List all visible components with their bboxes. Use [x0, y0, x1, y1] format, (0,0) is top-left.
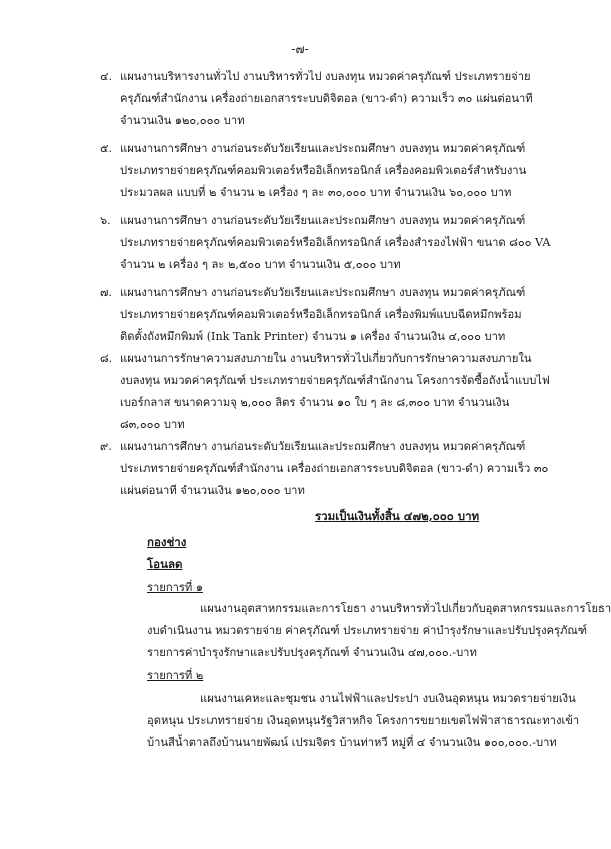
item-number: ๘.: [100, 352, 113, 365]
item-line: ประเภทรายจ่ายครุภัณฑ์คอมพิวเตอร์หรืออิเล็กทรอนิกส์ เครื่องพิมพ์แบบฉีดหมึกพร้อม: [120, 308, 522, 321]
entry-line: รายการค่าบำรุงรักษาและปรับปรุงครุภัณฑ์ จำนวนเงิน ๔๗,๐๐๐.-บาท: [147, 646, 477, 659]
item-line: แผนงานการศึกษา งานก่อนระดับวัยเรียนและประถมศึกษา งบลงทุน หมวดค่าครุภัณฑ์: [120, 440, 526, 453]
budget-item: [100, 138, 552, 204]
item-line: ประเภทรายจ่ายครุภัณฑ์สำนักงาน เครื่องถ่ายเอกสารระบบดิจิตอล (ขาว-ดำ) ความเร็ว ๓๐: [120, 462, 549, 475]
item-line: จำนวนเงิน ๑๒๐,๐๐๐ บาท: [120, 114, 245, 127]
entry-text: [147, 688, 580, 754]
item-number: ๔.: [100, 70, 113, 83]
item-number: ๖.: [100, 214, 111, 227]
item-line: ครุภัณฑ์สำนักงาน เครื่องถ่ายเอกสารระบบดิจิตอล (ขาว-ดำ) ความเร็ว ๓๐ แผ่นต่อนาที: [120, 92, 533, 105]
item-line: ประเภทรายจ่ายครุภัณฑ์คอมพิวเตอร์หรืออิเล็กทรอนิกส์ เครื่องคอมพิวเตอร์สำหรับงาน: [120, 164, 527, 177]
entry-line: งบดำเนินงาน หมวดรายจ่าย ค่าครุภัณฑ์ ประเภทรายจ่าย ค่าบำรุงรักษาและปรับปรุงครุภัณฑ์: [147, 624, 588, 637]
item-line: ติดตั้งถังหมึกพิมพ์ (Ink Tank Printer) จำนวน ๑ เครื่อง จำนวนเงิน ๔,๐๐๐ บาท: [120, 330, 506, 343]
item-line: แผนงานการศึกษา งานก่อนระดับวัยเรียนและประถมศึกษา งบลงทุน หมวดค่าครุภัณฑ์: [120, 214, 526, 227]
entry-text: [147, 598, 611, 664]
entry-label: รายการที่ ๒: [147, 669, 204, 682]
item-line: งบลงทุน หมวดค่าครุภัณฑ์ ประเภทรายจ่ายครุภัณฑ์สำนักงาน โครงการจัดซื้อถังน้ำแบบไฟ: [120, 374, 550, 387]
item-line: ๘๓,๐๐๐ บาท: [120, 418, 185, 431]
item-number: ๕.: [100, 142, 113, 155]
item-line: ประมวลผล แบบที่ ๒ จำนวน ๒ เครื่อง ๆ ละ ๓๐,๐๐๐ บาท จำนวนเงิน ๖๐,๐๐๐ บาท: [120, 186, 512, 199]
subsection-heading: โอนลด: [147, 557, 183, 571]
entry-line: อุดหนุน ประเภทรายจ่าย เงินอุดหนุนรัฐวิสาหกิจ โครงการขยายเขตไฟฟ้าสาธารณะทางเข้า: [147, 714, 580, 727]
item-line: ประเภทรายจ่ายครุภัณฑ์คอมพิวเตอร์หรืออิเล็กทรอนิกส์ เครื่องสำรองไฟฟ้า ขนาด ๘๐๐ VA: [120, 236, 551, 249]
entry-line: แผนงานเคหะและชุมชน งานไฟฟ้าและประปา งบเงินอุดหนุน หมวดรายจ่ายเงิน: [200, 692, 576, 705]
item-number: ๙.: [100, 440, 112, 453]
entry-label: รายการที่ ๑: [147, 581, 203, 594]
item-number: ๗.: [100, 286, 112, 299]
budget-item: [100, 66, 552, 132]
item-line: แผนงานการศึกษา งานก่อนระดับวัยเรียนและประถมศึกษา งบลงทุน หมวดค่าครุภัณฑ์: [120, 142, 526, 155]
item-line: เบอร์กลาส ขนาดความจุ ๒,๐๐๐ ลิตร จำนวน ๑๐ ใบ ๆ ละ ๘,๓๐๐ บาท จำนวนเงิน: [120, 396, 510, 409]
budget-item: [100, 282, 552, 348]
page-number: -๗-: [291, 42, 309, 56]
entry-line: บ้านสีน้ำตาลถึงบ้านนายพัฒน์ เปรมจิตร บ้านท่าหวี หมู่ที่ ๔ จำนวนเงิน ๑๐๐,๐๐๐.-บาท: [147, 736, 557, 749]
item-line: จำนวน ๒ เครื่อง ๆ ละ ๒,๕๐๐ บาท จำนวนเงิน ๕,๐๐๐ บาท: [120, 258, 401, 271]
budget-item: [100, 210, 552, 276]
total-amount: รวมเป็นเงินทั้งสิ้น ๔๗๒,๐๐๐ บาท: [315, 509, 480, 523]
item-line: แผนงานการรักษาความสงบภายใน งานบริหารทั่วไปเกี่ยวกับการรักษาความสงบภายใน: [120, 352, 532, 365]
section-heading: กองช่าง: [147, 535, 187, 549]
item-line: แผนงานการศึกษา งานก่อนระดับวัยเรียนและประถมศึกษา งบลงทุน หมวดค่าครุภัณฑ์: [120, 286, 526, 299]
entry-line: แผนงานอุตสาหกรรมและการโยธา งานบริหารทั่วไปเกี่ยวกับอุตสาหกรรมและการโยธา: [200, 602, 611, 615]
item-line: แผนงานบริหารงานทั่วไป งานบริหารทั่วไป งบลงทุน หมวดค่าครุภัณฑ์ ประเภทรายจ่าย: [120, 70, 531, 83]
budget-item: [100, 348, 552, 436]
item-line: แผ่นต่อนาที จำนวนเงิน ๑๒๐,๐๐๐ บาท: [120, 484, 305, 497]
budget-item: [100, 436, 552, 502]
